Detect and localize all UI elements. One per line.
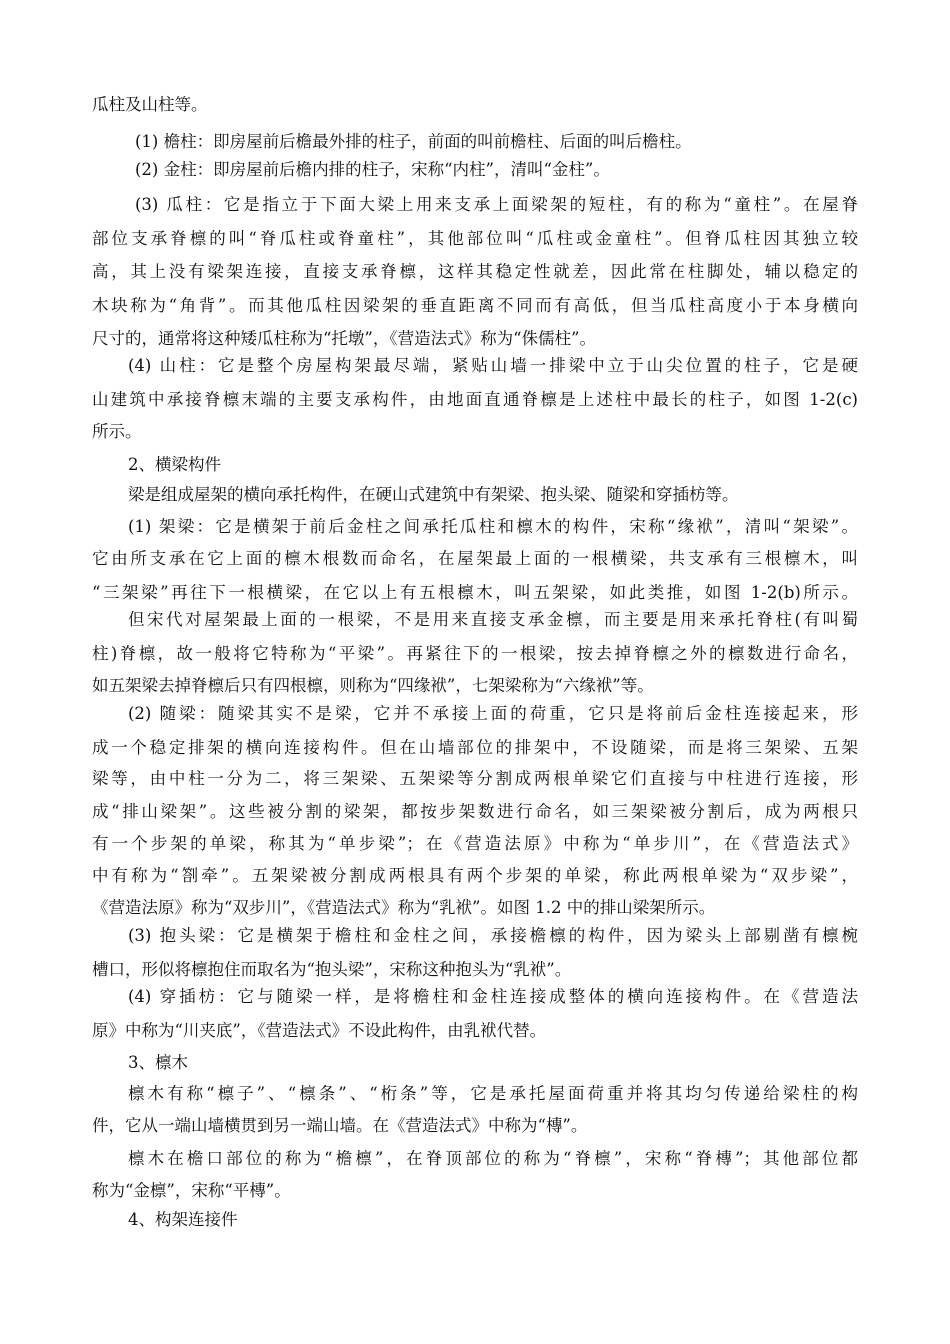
text-line: (2) 金柱：即房屋前后檐内排的柱子，宋称“内柱”，清叫“金柱”。 — [135, 160, 610, 179]
text-line: (3) 瓜柱：它是指立于下面大梁上用来支承上面梁架的短柱，有的称为“童柱”。在屋脊 — [135, 195, 858, 214]
text-line: “三架梁”再往下一根横梁，在它以上有五根檩木，叫五架梁，如此类推，如图 1-2(b)所示。 — [92, 583, 858, 602]
text-line: 梁是组成屋架的横向承托构件，在硬山式建筑中有架梁、抱头梁、随梁和穿插枋等。 — [128, 485, 739, 504]
text-line: 部位支承脊檩的叫“脊瓜柱或脊童柱”，其他部位叫“瓜柱或金童柱”。但脊瓜柱因其独立较 — [92, 229, 858, 248]
text-line: 但宋代对屋架最上面的一根梁，不是用来直接支承金檩，而主要是用来承托脊柱(有叫蜀 — [128, 610, 858, 629]
section-heading: 4、构架连接件 — [128, 1210, 238, 1229]
text-line: 高，其上没有梁架连接，直接支承脊檩，这样其稳定性就差，因此常在柱脚处，辅以稳定的 — [92, 262, 858, 281]
text-line: 檩木在檐口部位的称为“檐檩”，在脊顶部位的称为“脊檩”，宋称“脊槫”；其他部位都 — [128, 1149, 858, 1168]
text-line: 山建筑中承接脊檩末端的主要支承构件，由地面直通脊檩是上述柱中最长的柱子，如图 1-2(c) — [92, 390, 858, 409]
text-line: 尺寸的，通常将这种矮瓜柱称为“托墩”，《营造法式》称为“侏儒柱”。 — [92, 329, 596, 348]
section-heading: 2、横梁构件 — [128, 455, 221, 474]
text-line: 原》中称为“川夹底”，《营造法式》不设此构件，由乳袱代替。 — [92, 1021, 547, 1040]
text-line: 木块称为“角背”。而其他瓜柱因梁架的垂直距离不同而有高低，但当瓜柱高度小于本身横向 — [92, 296, 858, 315]
text-line: 梁等，由中柱一分为二，将三架梁、五架梁等分割成两根单梁它们直接与中柱进行连接，形 — [92, 769, 858, 788]
text-line: (3) 抱头梁：它是横架于檐柱和金柱之间，承接檐檩的构件，因为梁头上部剔凿有檩椀 — [128, 926, 858, 945]
text-line: 槽口，形似将檩抱住而取名为“抱头梁”，宋称这种抱头为“乳袱”。 — [92, 960, 572, 979]
text-line: 称为“金檩”，宋称“平槫”。 — [92, 1181, 291, 1200]
text-line: 瓜柱及山柱等。 — [92, 95, 208, 114]
text-line: (2) 随梁：随梁其实不是梁，它并不承接上面的荷重，它只是将前后金柱连接起来，形 — [128, 704, 858, 723]
section-heading: 3、檩木 — [128, 1053, 188, 1072]
text-line: (1) 架梁：它是横架于前后金柱之间承托瓜柱和檩木的构件，宋称“缘袱”，清叫“架梁”。 — [128, 517, 858, 536]
text-line: 檩木有称“檩子”、“檩条”、“桁条”等，它是承托屋面荷重并将其均匀传递给梁柱的构 — [128, 1084, 858, 1103]
text-line: 有一个步架的单梁，称其为“单步梁”；在《营造法原》中称为“单步川”，在《营造法式》 — [92, 834, 858, 853]
text-line: (1) 檐柱：即房屋前后檐最外排的柱子，前面的叫前檐柱、后面的叫后檐柱。 — [135, 132, 692, 151]
text-line: 件，它从一端山墙横贯到另一端山墙。在《营造法式》中称为“槫”。 — [92, 1116, 588, 1135]
text-line: 中有称为“劄牵”。五架梁被分割成两根具有两个步架的单梁，称此两根单梁为“双步梁”， — [92, 866, 858, 885]
text-line: 它由所支承在它上面的檩木根数而命名，在屋架最上面的一根横梁，共支承有三根檩木，叫 — [92, 549, 858, 568]
text-line: 所示。 — [92, 422, 142, 441]
text-line: (4) 山柱：它是整个房屋构架最尽端，紧贴山墙一排梁中立于山尖位置的柱子，它是硬 — [128, 356, 858, 375]
text-line: (4) 穿插枋：它与随梁一样，是将檐柱和金柱连接成整体的横向连接构件。在《营造法 — [128, 987, 858, 1006]
text-line: 成一个稳定排架的横向连接构件。但在山墙部位的排架中，不设随梁，而是将三架梁、五架 — [92, 738, 858, 757]
text-line: 《营造法原》称为“双步川”，《营造法式》称为“乳袱”。如图 1.2 中的排山梁架所示。 — [92, 898, 716, 917]
text-line: 柱)脊檩，故一般将它特称为“平梁”。再紧往下的一根梁，按去掉脊檩之外的檩数进行命名， — [92, 644, 858, 663]
text-line: 如五架梁去掉脊檩后只有四根檩，则称为“四缘袱”，七架梁称为“六缘袱”等。 — [92, 676, 654, 695]
text-line: 成“排山梁架”。这些被分割的梁架，都按步架数进行命名，如三架梁被分割后，成为两根只 — [92, 802, 858, 821]
